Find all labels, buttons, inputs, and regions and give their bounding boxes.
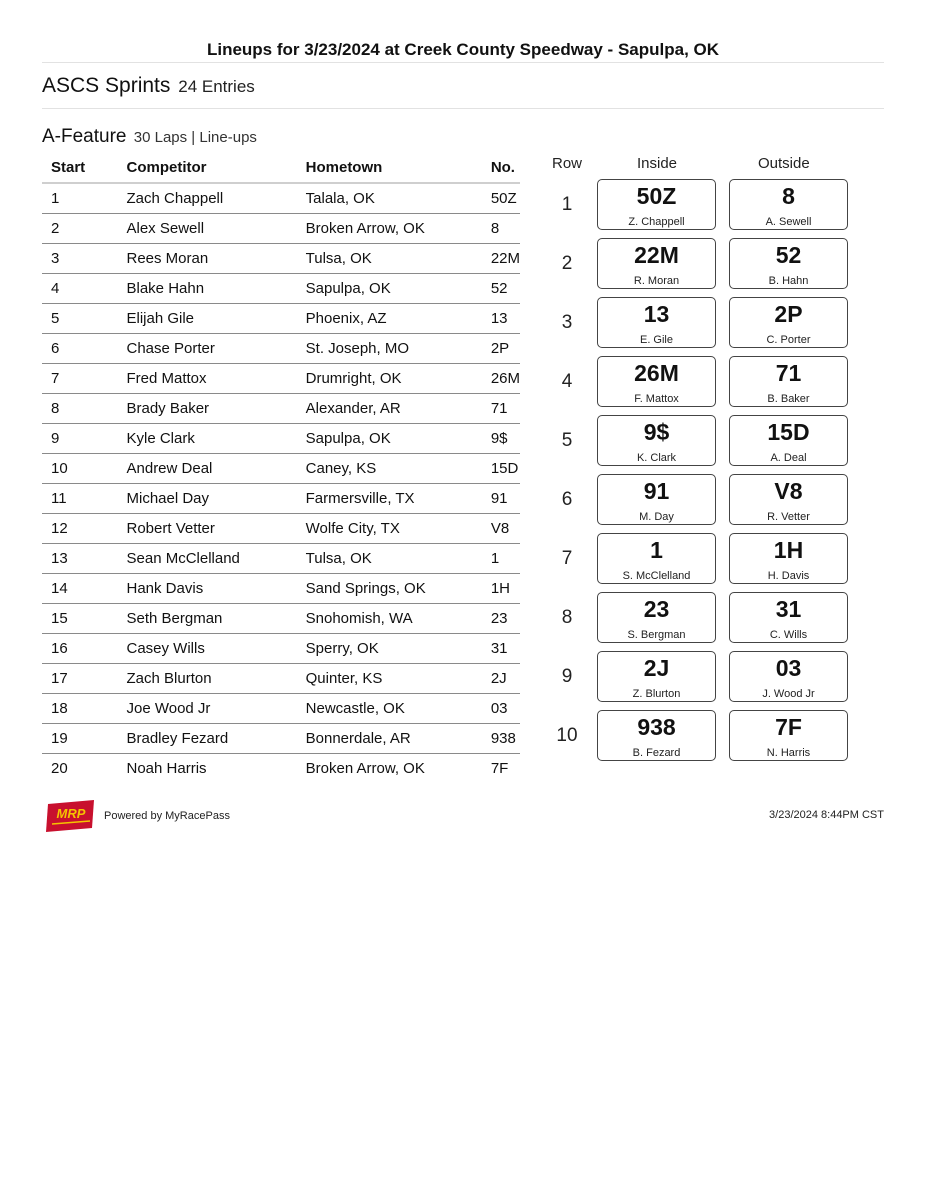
cell-competitor: Blake Hahn <box>118 274 297 304</box>
grid-inside-car <box>597 415 716 466</box>
car-number: 7F <box>775 714 802 740</box>
table-row <box>42 334 520 364</box>
class-title <box>42 74 255 98</box>
grid-row <box>540 356 880 409</box>
grid-outside-car <box>729 651 848 702</box>
car-number: 1 <box>650 537 663 563</box>
powered-by-text: Powered by MyRacePass <box>104 810 230 822</box>
cell-number: 8 <box>482 214 520 244</box>
cell-hometown: Sapulpa, OK <box>297 424 482 454</box>
grid-outside-car <box>729 356 848 407</box>
cell-start: 18 <box>42 694 118 724</box>
cell-competitor: Alex Sewell <box>118 214 297 244</box>
table-row <box>42 544 520 574</box>
class-divider <box>42 108 884 109</box>
table-row <box>42 244 520 274</box>
grid-row <box>540 592 880 645</box>
car-number: 91 <box>643 478 670 504</box>
cell-competitor: Fred Mattox <box>118 364 297 394</box>
cell-competitor: Zach Chappell <box>118 183 297 214</box>
car-number: V8 <box>774 478 803 504</box>
feature-name: A-Feature <box>42 126 127 147</box>
cell-competitor: Michael Day <box>118 484 297 514</box>
title-divider <box>42 62 884 63</box>
cell-number: 50Z <box>482 183 520 214</box>
driver-name: B. Baker <box>767 393 810 405</box>
table-row <box>42 754 520 784</box>
cell-start: 14 <box>42 574 118 604</box>
driver-name: B. Fezard <box>632 747 681 759</box>
cell-number: 9$ <box>482 424 520 454</box>
cell-number: 22M <box>482 244 520 274</box>
grid-header-row: Row <box>552 155 583 172</box>
cell-start: 19 <box>42 724 118 754</box>
entry-count: 24 Entries <box>178 77 255 96</box>
car-number: 52 <box>775 242 802 268</box>
cell-competitor: Joe Wood Jr <box>118 694 297 724</box>
driver-name: C. Wills <box>769 629 808 641</box>
grid-row <box>540 710 880 763</box>
car-number: 13 <box>643 301 670 327</box>
feature-details: 30 Laps | Line-ups <box>133 129 257 146</box>
driver-name: F. Mattox <box>634 393 679 405</box>
cell-start: 11 <box>42 484 118 514</box>
grid-row-number: 1 <box>561 194 573 215</box>
cell-number: 938 <box>482 724 520 754</box>
grid-inside-car <box>597 356 716 407</box>
cell-start: 15 <box>42 604 118 634</box>
cell-hometown: Bonnerdale, AR <box>297 724 482 754</box>
cell-number: 1 <box>482 544 520 574</box>
cell-hometown: Broken Arrow, OK <box>305 760 425 777</box>
table-row <box>42 664 520 694</box>
cell-hometown: Alexander, AR <box>297 394 482 424</box>
cell-competitor: Casey Wills <box>118 634 297 664</box>
table-row <box>42 454 520 484</box>
cell-start: 8 <box>42 394 118 424</box>
cell-hometown: Sapulpa, OK <box>297 274 482 304</box>
car-number: 71 <box>775 360 802 386</box>
grid-outside-car <box>729 179 848 230</box>
table-row <box>42 724 520 754</box>
driver-name: K. Clark <box>636 452 677 464</box>
table-row <box>42 424 520 454</box>
car-number: 31 <box>775 596 802 622</box>
car-number: 9$ <box>643 419 670 445</box>
grid-row <box>540 415 880 468</box>
cell-competitor: Chase Porter <box>118 334 297 364</box>
cell-hometown: Newcastle, OK <box>297 694 482 724</box>
grid-row-number: 10 <box>556 725 578 746</box>
car-number: 23 <box>643 596 670 622</box>
cell-start: 20 <box>51 760 68 777</box>
lineup-table <box>42 152 520 783</box>
grid-inside-car <box>597 533 716 584</box>
table-row <box>42 214 520 244</box>
car-number: 26M <box>634 360 679 386</box>
driver-name: E. Gile <box>639 334 673 346</box>
cell-start: 6 <box>42 334 118 364</box>
cell-competitor: Bradley Fezard <box>118 724 297 754</box>
table-row <box>42 183 520 214</box>
cell-start: 7 <box>42 364 118 394</box>
driver-name: J. Wood Jr <box>762 688 815 700</box>
grid-outside-car <box>729 238 848 289</box>
grid-row-number: 3 <box>561 312 573 333</box>
table-row <box>42 694 520 724</box>
cell-competitor: Andrew Deal <box>118 454 297 484</box>
cell-number: 7F <box>490 760 509 777</box>
cell-hometown: Sand Springs, OK <box>297 574 482 604</box>
cell-hometown: Quinter, KS <box>297 664 482 694</box>
table-row <box>42 364 520 394</box>
lineup-body <box>42 183 520 783</box>
cell-competitor: Noah Harris <box>126 760 207 777</box>
table-row <box>42 514 520 544</box>
cell-hometown: Tulsa, OK <box>297 244 482 274</box>
grid-row-number: 4 <box>561 371 573 392</box>
driver-name: C. Porter <box>766 334 811 346</box>
cell-competitor: Kyle Clark <box>118 424 297 454</box>
driver-name: A. Deal <box>770 452 807 464</box>
cell-number: 52 <box>482 274 520 304</box>
cell-start: 16 <box>42 634 118 664</box>
cell-competitor: Sean McClelland <box>118 544 297 574</box>
driver-name: H. Davis <box>767 570 810 582</box>
cell-start: 12 <box>42 514 118 544</box>
header-number: No. <box>482 152 520 183</box>
table-row <box>42 634 520 664</box>
cell-hometown: Phoenix, AZ <box>297 304 482 334</box>
car-number: 938 <box>637 714 676 740</box>
driver-name: B. Hahn <box>768 275 809 287</box>
cell-competitor: Rees Moran <box>118 244 297 274</box>
grid-row <box>540 474 880 527</box>
cell-hometown: Snohomish, WA <box>297 604 482 634</box>
driver-name: R. Moran <box>633 275 680 287</box>
grid-row-number: 6 <box>561 489 573 510</box>
grid-inside-car <box>597 238 716 289</box>
grid-inside-car <box>597 592 716 643</box>
cell-competitor: Zach Blurton <box>118 664 297 694</box>
grid-header-inside: Inside <box>637 155 678 172</box>
grid-header-outside: Outside <box>758 155 810 172</box>
grid-inside-car <box>597 651 716 702</box>
header-hometown: Hometown <box>297 152 482 183</box>
table-row <box>42 304 520 334</box>
grid-outside-car <box>729 710 848 761</box>
driver-name: S. Bergman <box>627 629 686 641</box>
grid-row <box>540 297 880 350</box>
generated-timestamp: 3/23/2024 8:44PM CST <box>769 809 884 821</box>
cell-hometown: Broken Arrow, OK <box>297 214 482 244</box>
cell-start: 17 <box>42 664 118 694</box>
cell-hometown: Wolfe City, TX <box>297 514 482 544</box>
cell-start: 13 <box>42 544 118 574</box>
cell-start: 5 <box>42 304 118 334</box>
grid-outside-car <box>729 474 848 525</box>
cell-hometown: Talala, OK <box>297 183 482 214</box>
cell-number: 15D <box>482 454 520 484</box>
cell-number: V8 <box>482 514 520 544</box>
car-number: 2J <box>643 655 670 681</box>
cell-hometown: Sperry, OK <box>297 634 482 664</box>
page-title: Lineups for 3/23/2024 at Creek County Speedway - Sapulpa, OK <box>206 40 720 59</box>
cell-number: 2J <box>482 664 520 694</box>
cell-competitor: Seth Bergman <box>118 604 297 634</box>
grid-outside-car <box>729 415 848 466</box>
header-start: Start <box>42 152 118 183</box>
grid-row-number: 8 <box>561 607 573 628</box>
car-number: 8 <box>782 183 795 209</box>
logo-text: MRP <box>56 806 86 821</box>
driver-name: N. Harris <box>766 747 811 759</box>
cell-hometown: Caney, KS <box>297 454 482 484</box>
cell-start: 4 <box>42 274 118 304</box>
grid-row-number: 7 <box>561 548 573 569</box>
lineup-header-row <box>42 152 520 183</box>
grid-row-number: 2 <box>561 253 573 274</box>
header-competitor: Competitor <box>118 152 297 183</box>
cell-number: 31 <box>482 634 520 664</box>
grid-inside-car <box>597 297 716 348</box>
car-number: 22M <box>634 242 679 268</box>
cell-hometown: Drumright, OK <box>297 364 482 394</box>
table-row <box>42 484 520 514</box>
cell-competitor: Hank Davis <box>118 574 297 604</box>
cell-competitor: Brady Baker <box>118 394 297 424</box>
grid-outside-car <box>729 533 848 584</box>
cell-number: 03 <box>482 694 520 724</box>
grid-row <box>540 238 880 291</box>
cell-number: 2P <box>482 334 520 364</box>
car-number: 03 <box>775 655 802 681</box>
grid-inside-car <box>597 710 716 761</box>
cell-number: 23 <box>482 604 520 634</box>
driver-name: A. Sewell <box>765 216 812 228</box>
table-row <box>42 274 520 304</box>
cell-start: 3 <box>42 244 118 274</box>
cell-hometown: Tulsa, OK <box>297 544 482 574</box>
cell-start: 10 <box>42 454 118 484</box>
feature-title <box>42 126 257 148</box>
driver-name: R. Vetter <box>767 511 810 523</box>
table-row <box>42 394 520 424</box>
cell-number: 1H <box>482 574 520 604</box>
table-row <box>42 604 520 634</box>
cell-number: 71 <box>482 394 520 424</box>
grid-row <box>540 651 880 704</box>
class-name: ASCS Sprints <box>42 74 171 97</box>
grid-outside-car <box>729 592 848 643</box>
myracepass-logo <box>46 800 96 832</box>
cell-start: 2 <box>42 214 118 244</box>
driver-name: S. McClelland <box>622 570 691 582</box>
cell-competitor: Robert Vetter <box>118 514 297 544</box>
driver-name: Z. Chappell <box>628 216 685 228</box>
cell-number: 13 <box>482 304 520 334</box>
cell-competitor: Elijah Gile <box>118 304 297 334</box>
car-number: 1H <box>773 537 804 563</box>
driver-name: M. Day <box>639 511 674 523</box>
cell-start: 1 <box>42 183 118 214</box>
grid-row <box>540 533 880 586</box>
car-number: 15D <box>767 419 810 445</box>
car-number: 2P <box>774 301 803 327</box>
cell-hometown: Farmersville, TX <box>297 484 482 514</box>
grid-row-number: 5 <box>561 430 573 451</box>
cell-number: 91 <box>482 484 520 514</box>
driver-name: Z. Blurton <box>632 688 681 700</box>
grid-inside-car <box>597 179 716 230</box>
table-row <box>42 574 520 604</box>
grid-inside-car <box>597 474 716 525</box>
grid-outside-car <box>729 297 848 348</box>
grid-row <box>540 179 880 232</box>
car-number: 50Z <box>636 183 677 209</box>
cell-number: 26M <box>482 364 520 394</box>
cell-start: 9 <box>42 424 118 454</box>
cell-hometown: St. Joseph, MO <box>297 334 482 364</box>
grid-row-number: 9 <box>561 666 573 687</box>
